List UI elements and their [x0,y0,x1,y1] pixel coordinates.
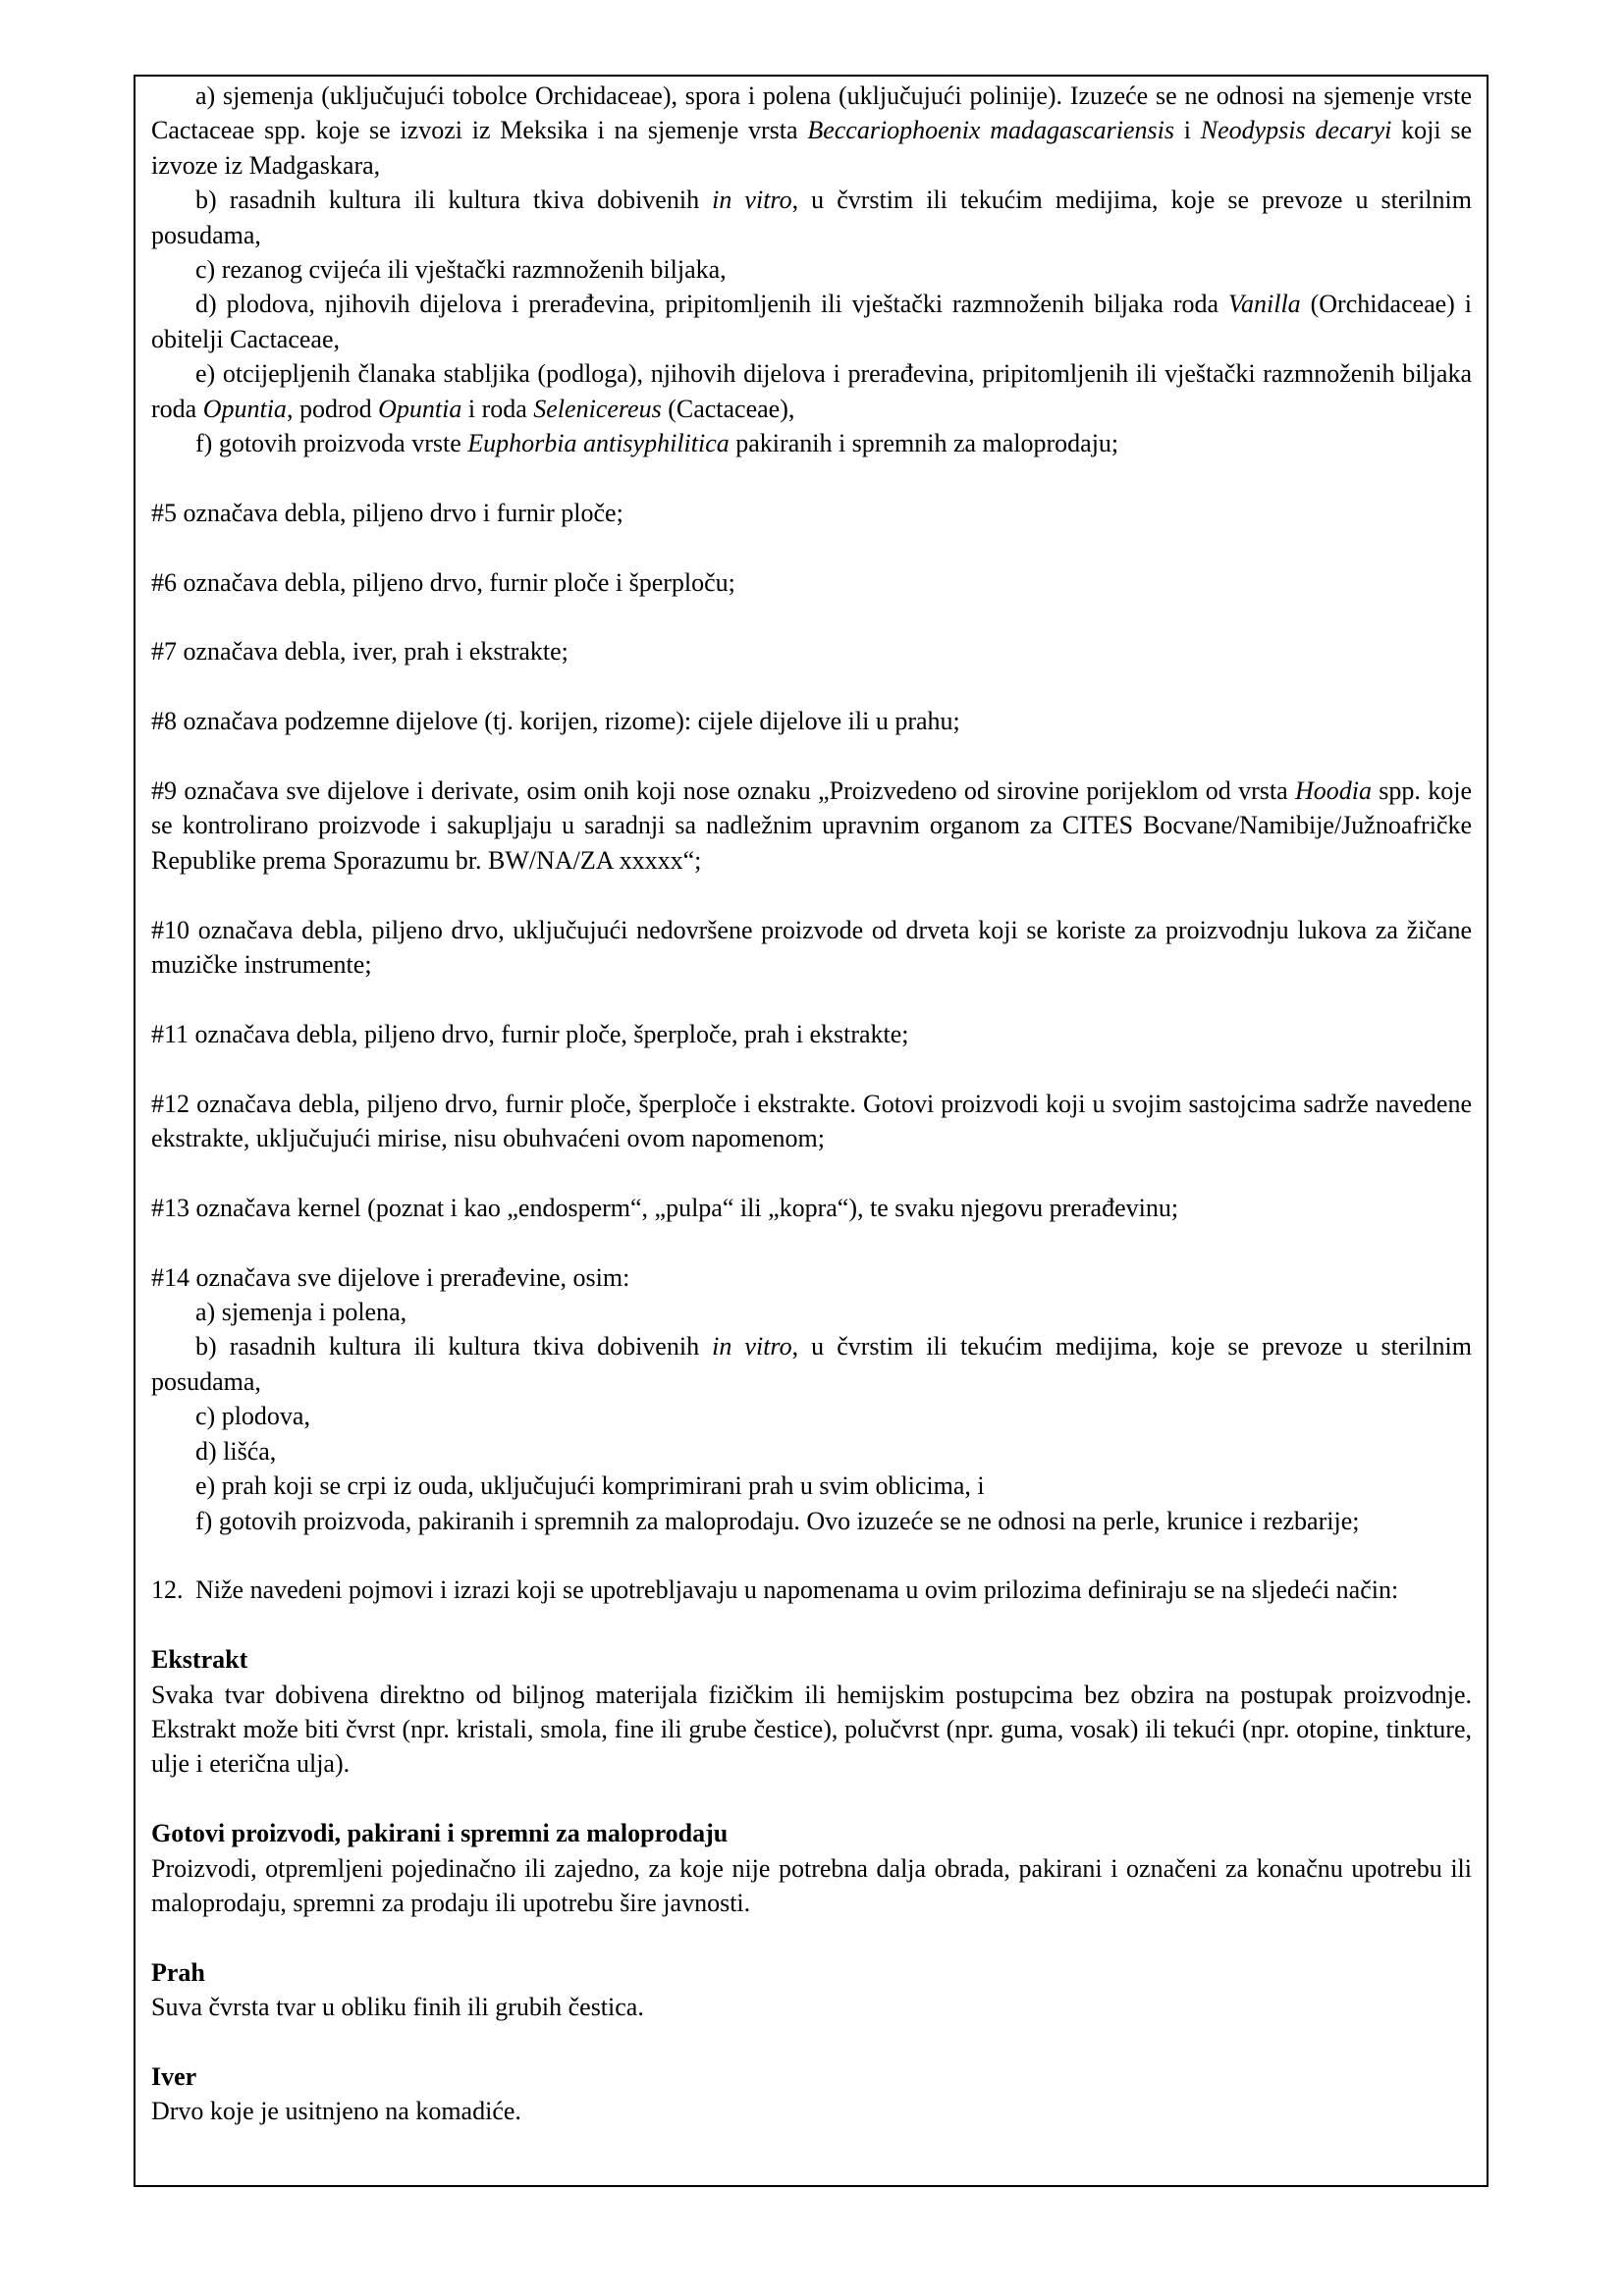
note-14-item-f: f) gotovih proizvoda, pakiranih i spremnih za maloprodaju. Ovo izuzeće se ne odnosi na perle, krunice i rezbarije; [195,1506,1360,1535]
definition-term: Ekstrakt [151,1645,248,1675]
note-9: #9 označava sve dijelove i derivate, osim onih koji nose oznaku „Proizvedeno od sirovine porijeklom od vrsta Hoodia spp. koje se kontrolirano proizvode i sakupljaju u saradnji sa nadležnim upravnim organom za CITES Bocvane/Namibije/Južnoafričke Republike prema Sporazumu br. BW/NA/ZA xxxxx“; [151,776,1473,875]
note-14-item-e: e) prah koji se crpi iz ouda, uključujući komprimirani prah u svim oblicima, i [195,1471,985,1501]
note-11: #11 označava debla, piljeno drvo, furnir ploče, šperploče, prah i ekstrakte; [151,1019,909,1048]
list-item-a: a) sjemenja (uključujući tobolce Orchidaceae), spora i polena (uključujući polinije). Izuzeće se ne odnosi na sjemenje vrste Cactaceae spp. koje se izvozi iz Meksika i na sjemenje vrsta Beccariophoenix madagascariensis i Neodypsis decaryi koji se izvoze iz Madgaskara, [151,81,1472,180]
definition-text: Svaka tvar dobivena direktno od biljnog materijala fizičkim ili hemijskim postupcima bez obzira na postupak proizvodnje. Ekstrakt može biti čvrst (npr. kristali, smola, fine ili grube čestice), polučvrst (npr. guma, vosak) ili tekući (npr. otopine, tinkture, ulje i eterična ulja). [151,1680,1472,1779]
list-item-b: b) rasadnih kultura ili kultura tkiva dobivenih in vitro, u čvrstim ili tekućim medijima, koje se prevoze u sterilnim posudama, [151,186,1472,249]
list-item-f: f) gotovih proizvoda vrste Euphorbia antisyphilitica pakiranih i spremnih za maloprodaju; [195,429,1119,458]
definition-term: Prah [151,1957,205,1987]
definition-text: Proizvodi, otpremljeni pojedinačno ili zajedno, za koje nije potrebna dalja obrada, pakirani i označeni za konačnu upotrebu ili maloprodaju, spremni za prodaju ili upotrebu šire javnosti. [151,1853,1472,1917]
document-frame [134,75,1489,2187]
definition-term: Iver [151,2061,197,2091]
note-10: #10 označava debla, piljeno drvo, uključujući nedovršene proizvode od drveta koji se koriste za proizvodnju lukova za žičane muzičke instrumente; [151,915,1472,980]
note-14-item-c: c) plodova, [195,1402,310,1431]
note-6: #6 označava debla, piljeno drvo, furnir ploče i šperploču; [151,567,735,597]
definition-text: Drvo koje je usitnjeno na komadiće. [151,2097,521,2126]
list-item-e: e) otcijepljenih članaka stabljika (podloga), njihovih dijelova i prerađevina, pripitomljenih ili vještački razmnoženih biljaka roda Opuntia, podrod Opuntia i roda Selenicereus (Cactaceae), [151,359,1472,423]
note-14-item-b: b) rasadnih kultura ili kultura tkiva dobivenih in vitro, u čvrstim ili tekućim medijima, koje se prevoze u sterilnim posudama, [151,1332,1472,1396]
note-5: #5 označava debla, piljeno drvo i furnir ploče; [151,498,623,527]
note-7: #7 označava debla, iver, prah i ekstrakte; [151,637,568,667]
note-8: #8 označava podzemne dijelove (tj. korijen, rizome): cijele dijelove ili u prahu; [151,707,960,736]
list-item-c: c) rezanog cvijeća ili vještački razmnoženih biljaka, [195,255,727,285]
note-12: #12 označava debla, piljeno drvo, furnir ploče, šperploče i ekstrakte. Gotovi proizvodi koji u svojim sastojcima sadrže navedene ekstrakte, uključujući mirise, nisu obuhvaćeni ovom napomenom; [151,1089,1472,1153]
definition-term: Gotovi proizvodi, pakirani i spremni za maloprodaju [151,1819,729,1848]
note-14: #14 označava sve dijelove i prerađevine, osim: [151,1262,630,1292]
section-12-number: 12. [151,1575,184,1605]
document-content [151,79,1472,2129]
section-12-text: Niže navedeni pojmovi i izrazi koji se upotrebljavaju u napomenama u ovim prilozima definiraju se na sljedeći način: [195,1575,1399,1605]
note-13: #13 označava kernel (poznat i kao „endosperm“, „pulpa“ ili „kopra“), te svaku njegovu prerađevinu; [151,1193,1179,1222]
note-14-item-d: d) lišća, [195,1436,277,1466]
list-item-d: d) plodova, njihovih dijelova i prerađevina, pripitomljenih ili vještački razmnoženih biljaka roda Vanilla (Orchidaceae) i obitelji Cactaceae, [151,290,1472,353]
section-12 [151,1573,1472,1607]
note-14-item-a: a) sjemenja i polena, [195,1298,407,1327]
definition-text: Suva čvrsta tvar u obliku finih ili grubih čestica. [151,1993,644,2022]
